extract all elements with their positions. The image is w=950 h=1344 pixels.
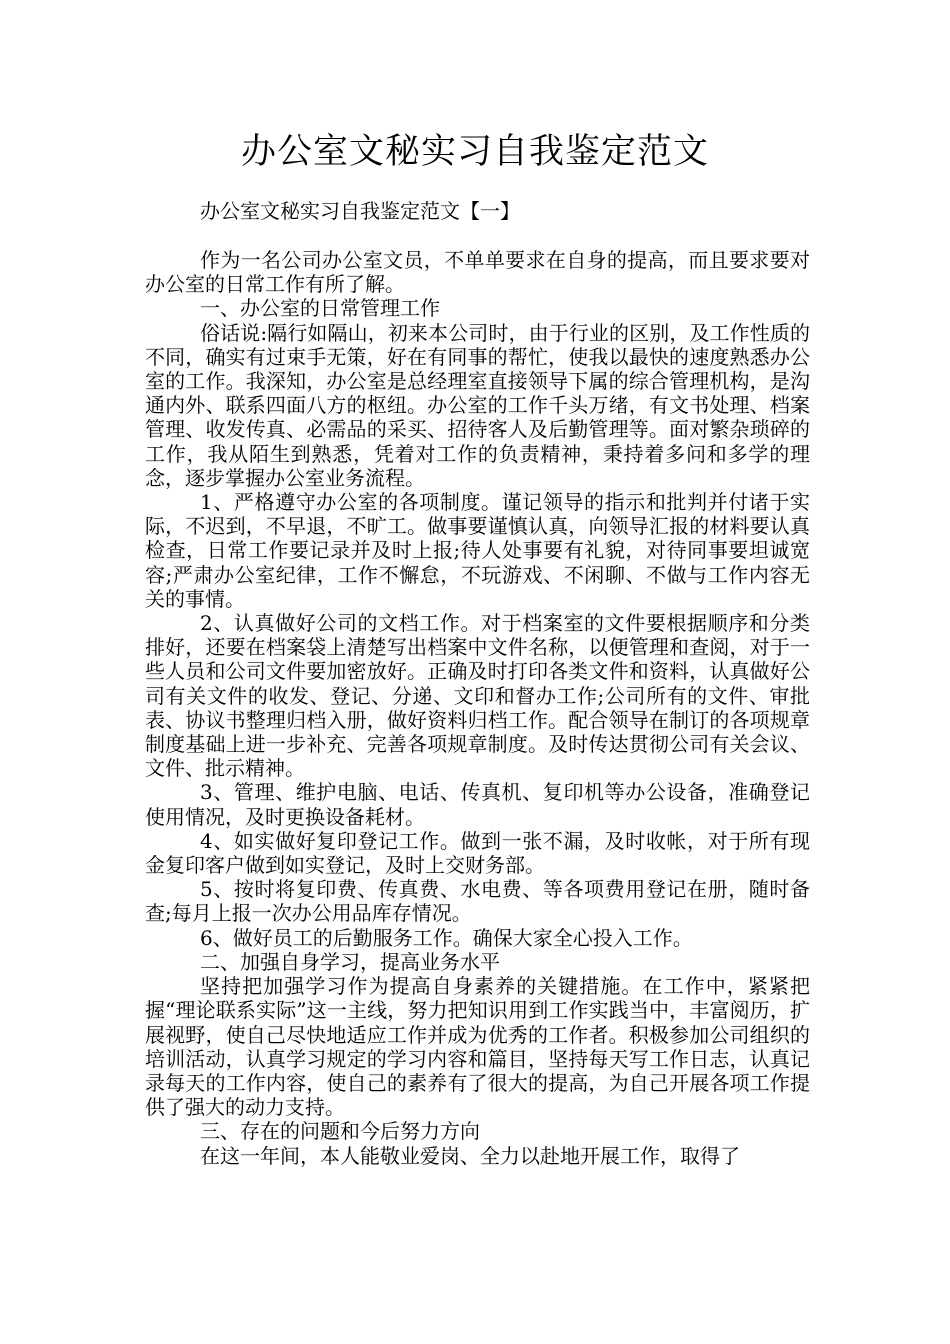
list-item-4: 4、如实做好复印登记工作。做到一张不漏，及时收帐，对于所有现金复印客户做到如实登记，及时上交财务部。 xyxy=(145,828,810,878)
intro-paragraph: 作为一名公司办公室文员，不单单要求在自身的提高，而且要求要对办公室的日常工作有所了解。 xyxy=(145,248,810,297)
body-paragraph: 俗话说:隔行如隔山，初来本公司时，由于行业的区别，及工作性质的不同，确实有过束手无策，好在有同事的帮忙，使我以最快的速度熟悉办公室的工作。我深知，办公室是总经理室直接领导下属的综合管理机构，是沟通内外、联系四面八方的枢纽。办公室的工作千头万绪，有文书处理、档案管理、收发传真、必需品的采买、招待客人及后勤管理等。面对繁杂琐碎的工作，我从陌生到熟悉，凭着对工作的负责精神，秉持着多问和多学的理念，逐步掌握办公室业务流程。 xyxy=(145,320,810,490)
list-item-1: 1、严格遵守办公室的各项制度。谨记领导的指示和批判并付诸于实际，不迟到，不早退，不旷工。做事要谨慎认真，向领导汇报的材料要认真检查，日常工作要记录并及时上报;待人处事要有礼貌，对待同事要坦诚宽容;严肃办公室纪律，工作不懈怠，不玩游戏、不闲聊、不做与工作内容无关的事情。 xyxy=(145,490,810,611)
section-heading-3: 三、存在的问题和今后努力方向 xyxy=(200,1119,480,1144)
list-item-5: 5、按时将复印费、传真费、水电费、等各项费用登记在册，随时备查;每月上报一次办公用品库存情况。 xyxy=(145,877,810,926)
list-item-3: 3、管理、维护电脑、电话、传真机、复印机等办公设备，准确登记使用情况，及时更换设备耗材。 xyxy=(145,780,810,829)
body-paragraph: 坚持把加强学习作为提高自身素养的关键措施。在工作中，紧紧把握“理论联系实际”这一主线，努力把知识用到工作实践当中，丰富阅历，扩展视野，使自己尽快地适应工作并成为优秀的工作者。积极参加公司组织的培训活动，认真学习规定的学习内容和篇目，坚持每天写工作日志，认真记录每天的工作内容，使自己的素养有了很大的提高，为自己开展各项工作提供了强大的动力支持。 xyxy=(145,974,810,1120)
list-item-2: 2、认真做好公司的文档工作。对于档案室的文件要根据顺序和分类排好，还要在档案袋上清楚写出档案中文件名称，以便管理和查阅，对于一些人员和公司文件要加密放好。正确及时打印各类文件和资料，认真做好公司有关文件的收发、登记、分递、文印和督办工作;公司所有的文件、审批表、协议书整理归档入册，做好资料归档工作。配合领导在制订的各项规章制度基础上进一步补充、完善各项规章制度。及时传达贯彻公司有关会议、文件、批示精神。 xyxy=(145,611,810,781)
section-heading-2: 二、加强自身学习，提高业务水平 xyxy=(200,949,500,974)
body-paragraph: 在这一年间，本人能敬业爱岗、全力以赴地开展工作，取得了 xyxy=(200,1143,740,1168)
document-subtitle: 办公室文秘实习自我鉴定范文【一】 xyxy=(200,199,520,223)
document-body xyxy=(145,248,810,1168)
document-title: 办公室文秘实习自我鉴定范文 xyxy=(240,132,709,172)
section-heading-1: 一、办公室的日常管理工作 xyxy=(200,296,440,321)
list-item-6: 6、做好员工的后勤服务工作。确保大家全心投入工作。 xyxy=(200,925,693,950)
